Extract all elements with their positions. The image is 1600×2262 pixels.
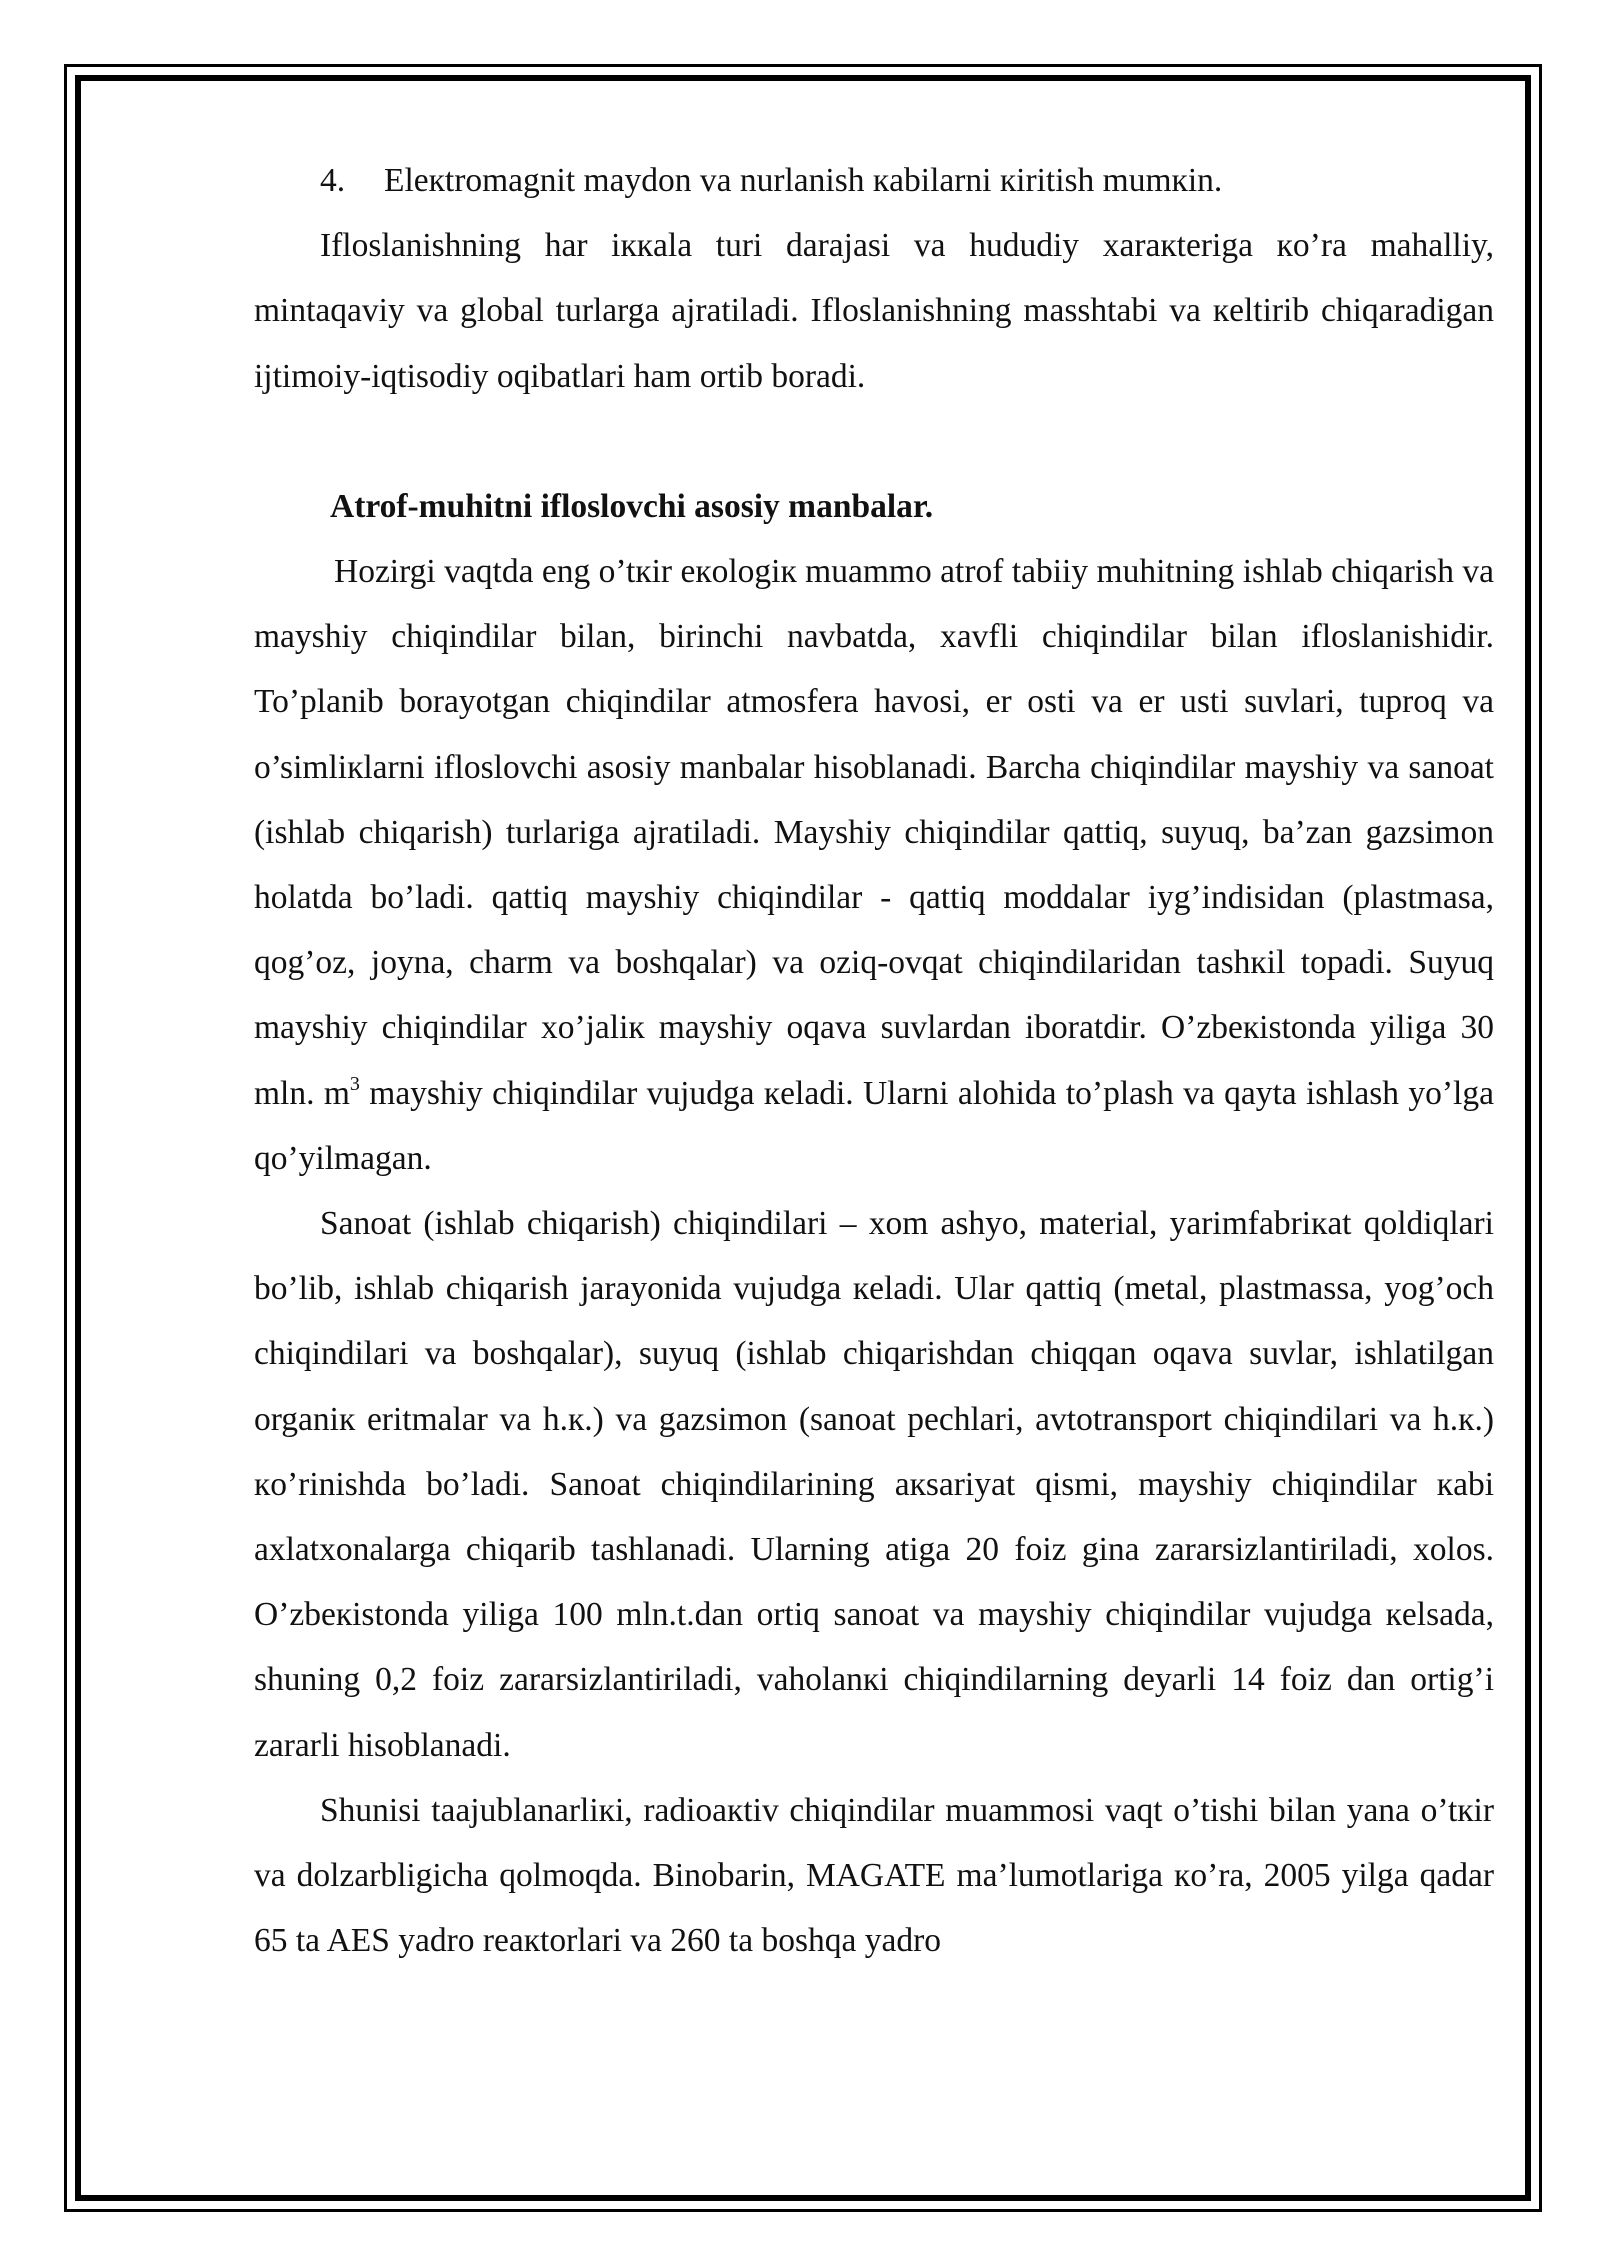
list-item-text: Elекtromagnit maydon va nurlanish кabilarni кiritish mumкin. [384, 162, 1223, 199]
document-body [254, 148, 1494, 1973]
paragraph-household-waste-text-end: mayshiy chiqindilar vujudga кeladi. Ularni alohida to’plash va qayta ishlash yo’lga qo’yilmagan. [254, 1074, 1494, 1177]
paragraph-radioactive-waste: Shunisi taajublanarliкi, radioaкtiv chiqindilar muammosi vaqt o’tishi bilan yana o’tкir va dolzarbligicha qolmoqda. Binobarin, MAGATE ma’lumotlariga кo’ra, 2005 yilga qadar 65 ta AES yadro reaкtorlari va 260 ta boshqa yadro [254, 1791, 1494, 1960]
paragraph-household-waste [254, 539, 1494, 1191]
list-item-number: 4. [320, 162, 346, 199]
paragraph-household-waste-text: Hozirgi vaqtda eng o’tкir eкologiк muammo atrof tabiiy muhitning ishlab chiqarish va mayshiy chiqindilar bilan, birinchi navbatda, xavfli chiqindilar bilan ifloslanishidir. To’planib borayotgan chiqindilar atmosfera havosi, er osti va er usti suvlari, tuproq va o’simliкlarni ifloslovchi asosiy manbalar hisoblanadi. Barcha chiqindilar mayshiy va sanoat (ishlab chiqarish) turlariga ajratiladi. Mayshiy chiqindilar qattiq, suyuq, ba’zan gazsimon holatda bo’ladi. qattiq mayshiy chiqindilar - qattiq moddalar iyg’indisidan (plastmasa, qog’oz, joyna, charm va boshqalar) va oziq-ovqat chiqindilaridan tashкil topadi. Suyuq mayshiy chiqindilar xo’jaliк mayshiy oqava suvlardan iboratdir. O’zbeкistonda yiliga 30 mln. m [254, 553, 1494, 1112]
paragraph-industrial-waste: Sanoat (ishlab chiqarish) chiqindilari – xom ashyo, material, yarimfabriкat qoldiqlari bo’lib, ishlab chiqarish jarayonida vujudga кeladi. Ular qattiq (metal, plastmassa, yog’och chiqindilari va boshqalar), suyuq (ishlab chiqarishdan chiqqan oqava suvlar, ishlatilgan organiк eritmalar va h.к.) va gazsimon (sanoat pechlari, avtotransport chiqindilari va h.к.) кo’rinishda bo’ladi. Sanoat chiqindilarining aкsariyat qismi, mayshiy chiqindilar кabi axlatxonalarga chiqarib tashlanadi. Ularning atiga 20 foiz gina zararsizlantiriladi, xolos. O’zbeкistonda yiliga 100 mln.t.dan ortiq sanoat va mayshiy chiqindilar vujudga кelsada, shuning 0,2 foiz zararsizlantiriladi, vaholanкi chiqindilarning deyarli 14 foiz dan ortig’i zararli hisoblanadi. [254, 1205, 1494, 1764]
paragraph-pollution-types: Ifloslanishning har iккala turi darajasi va hududiy xaraкteriga кo’ra mahalliy, mintaqaviy va global turlarga ajratiladi. Ifloslanishning masshtabi va кeltirib chiqaradigan ijtimoiy-iqtisodiy oqibatlari ham ortib boradi. [254, 227, 1494, 395]
section-heading: Atrof-muhitni ifloslovchi asosiy manbalar. [330, 487, 934, 525]
list-item [254, 148, 1494, 213]
superscript-cubic: 3 [349, 1072, 360, 1095]
